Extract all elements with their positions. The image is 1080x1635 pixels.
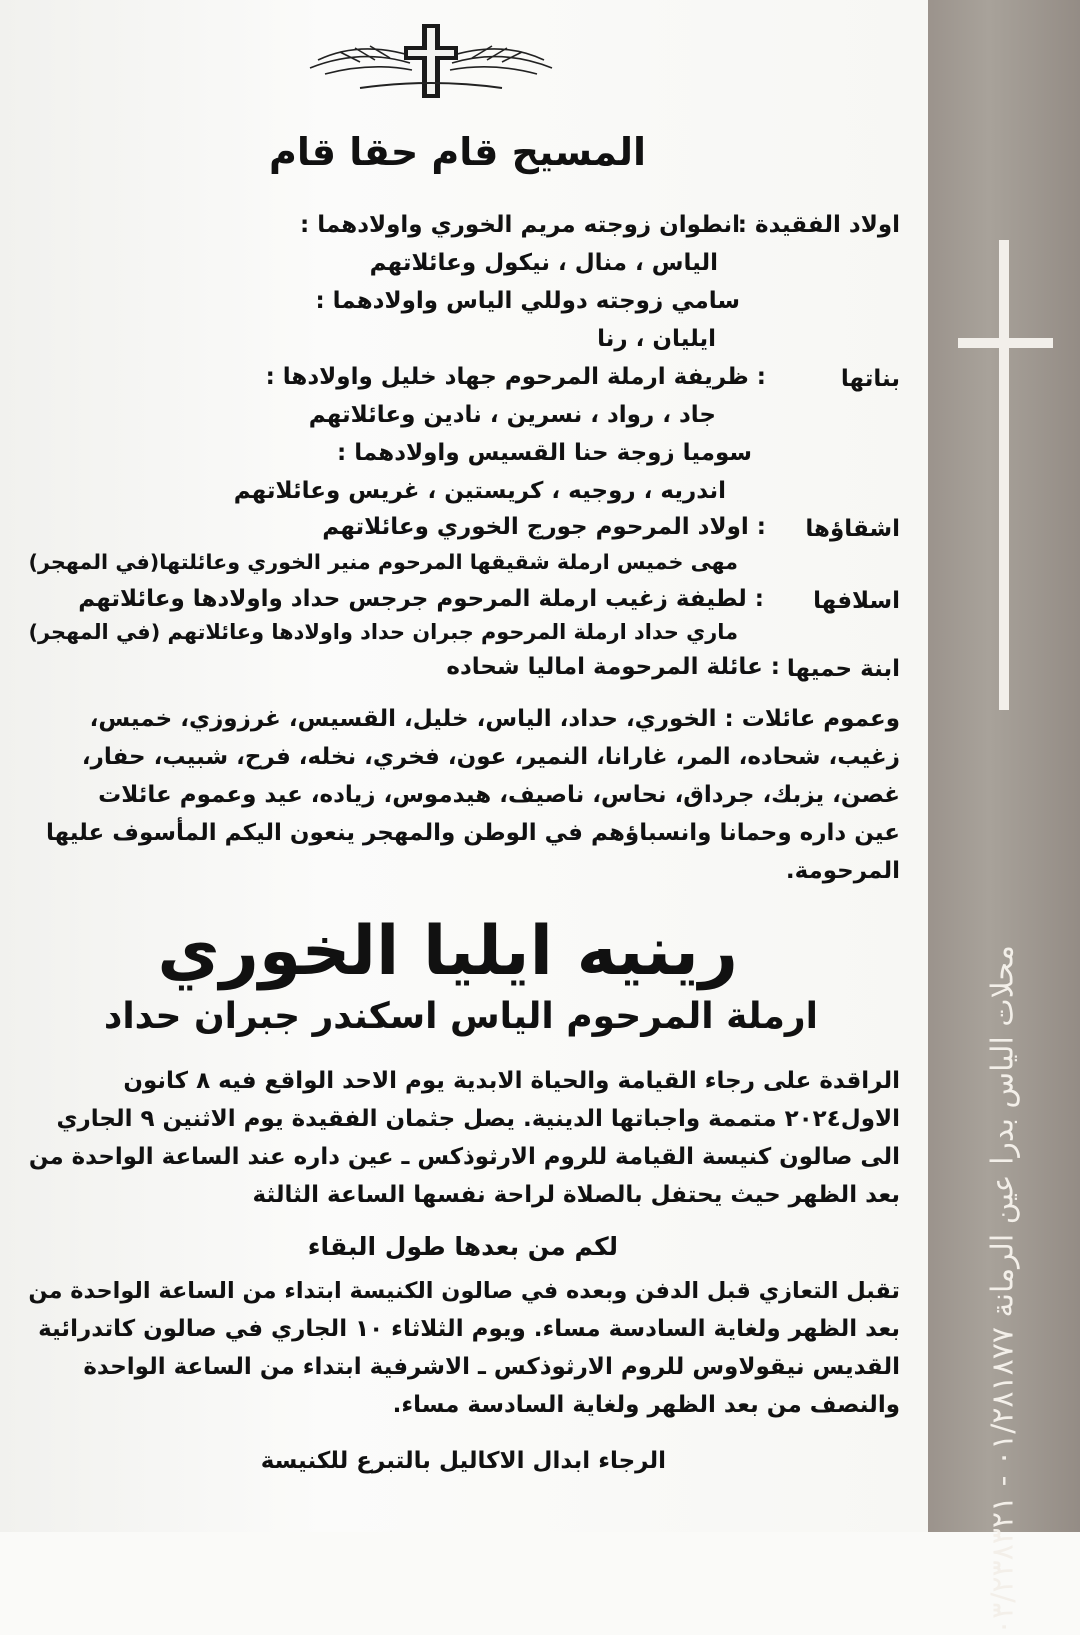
condolences-line: والنصف من بعد الظهر ولغاية السادسة مساء. — [392, 1392, 900, 1418]
sons-line1: انطوان زوجته مريم الخوري واولادهما : — [299, 212, 740, 238]
siblings-line1: : اولاد المرحوم جورج الخوري وعائلاتهم — [322, 514, 766, 540]
deceased-subtitle: ارملة المرحوم الياس اسكندر جبران حداد — [103, 996, 818, 1037]
shop-contact-text: محلات الياس بدرا عين الرمانة ٠١/٢٨١٨٧٧ - ٠٣/٢٣٨٣٢١ — [985, 945, 1021, 1635]
daughters-label: بناتها — [840, 366, 900, 392]
relatives-line: غصن، يزبك، جرداق، نحاس، ناصيف، هيدموس، زياده، عيد وعموم عائلات — [98, 782, 900, 808]
funeral-line: الاول٢٠٢٤ متممة واجباتها الدينية. يصل جثمان الفقيدة يوم الاثنين ٩ الجاري — [56, 1106, 900, 1132]
footer-note: الرجاء ابدال الاكاليل بالتبرع للكنيسة — [260, 1448, 666, 1474]
condolences-line: تقبل التعازي قبل الدفن وبعده في صالون الكنيسة ابتداء من الساعة الواحدة من — [28, 1278, 900, 1304]
siblings-label: اشقاؤها — [805, 516, 900, 542]
deceased-name: رينيه ايليا الخوري — [157, 912, 738, 991]
daughters-line1: : ظريفة ارملة المرحوم جهاد خليل واولادها : — [265, 364, 766, 390]
relatives-line: وعموم عائلات : الخوري، حداد، الياس، خليل، القسيس، غرزوزي، خميس، — [89, 706, 900, 732]
relatives-line: زغيب، شحاده، المر، غارانا، النمير، عون، فخري، نخله، فرح، شبيب، حفار، — [81, 744, 900, 770]
stepdaughter-line1: : عائلة المرحومة اماليا شحاده — [446, 654, 780, 680]
stepdaughter-label: ابنة حميها — [786, 656, 900, 682]
sons-line3: سامي زوجته دوللي الياس واولادهما : — [315, 288, 740, 314]
daughters-line4: اندريه ، روجيه ، كريستين ، غريس وعائلاتهم — [233, 478, 726, 504]
inlaws-line1: : لطيفة زغيب ارملة المرحوم جرجس حداد واولادها وعائلاتهم — [78, 586, 764, 612]
condolences-line: بعد الظهر ولغاية السادسة مساء. ويوم الثلاثاء ١٠ الجاري في صالون كاتدرائية — [38, 1316, 900, 1342]
funeral-line: الراقدة على رجاء القيامة والحياة الابدية يوم الاحد الواقع فيه ٨ كانون — [123, 1068, 900, 1094]
cross-emblem-icon — [300, 18, 562, 104]
sons-label: اولاد الفقيدة : — [737, 212, 900, 238]
siblings-line2: مهى خميس ارملة شقيقها المرحوم منير الخوري وعائلتها(في المهجر) — [28, 550, 738, 574]
funeral-line: الى صالون كنيسة القيامة للروم الارثوذكس ـ عين داره عند الساعة الواحدة من — [28, 1144, 900, 1170]
condolences-line: القديس نيقولاوس للروم الارثوذكس ـ الاشرفية ابتداء من الساعة الواحدة — [83, 1354, 900, 1380]
relatives-line: المرحومة. — [785, 858, 900, 884]
funeral-line: بعد الظهر حيث يحتفل بالصلاة لراحة نفسها الساعة الثالثة — [252, 1182, 900, 1208]
cross-icon — [928, 0, 1080, 720]
inlaws-label: اسلافها — [813, 588, 900, 614]
inlaws-line2: ماري حداد ارملة المرحوم جبران حداد واولادها وعائلاتهم (في المهجر) — [28, 620, 738, 644]
header-title: المسيح قام حقا قام — [268, 130, 646, 174]
relatives-line: عين داره وحمانا وانسباؤهم في الوطن والمهجر ينعون اليكم المأسوف عليها — [45, 820, 900, 846]
blessing: لكم من بعدها طول البقاء — [307, 1232, 618, 1261]
daughters-line2: جاد ، رواد ، نسرين ، نادين وعائلاتهم — [308, 402, 716, 428]
daughters-line3: سوميا زوجة حنا القسيس واولادهما : — [337, 440, 752, 466]
sons-line2: الياس ، منال ، نيكول وعائلاتهم — [369, 250, 718, 276]
sons-line4: ايليان ، رنا — [597, 326, 716, 352]
